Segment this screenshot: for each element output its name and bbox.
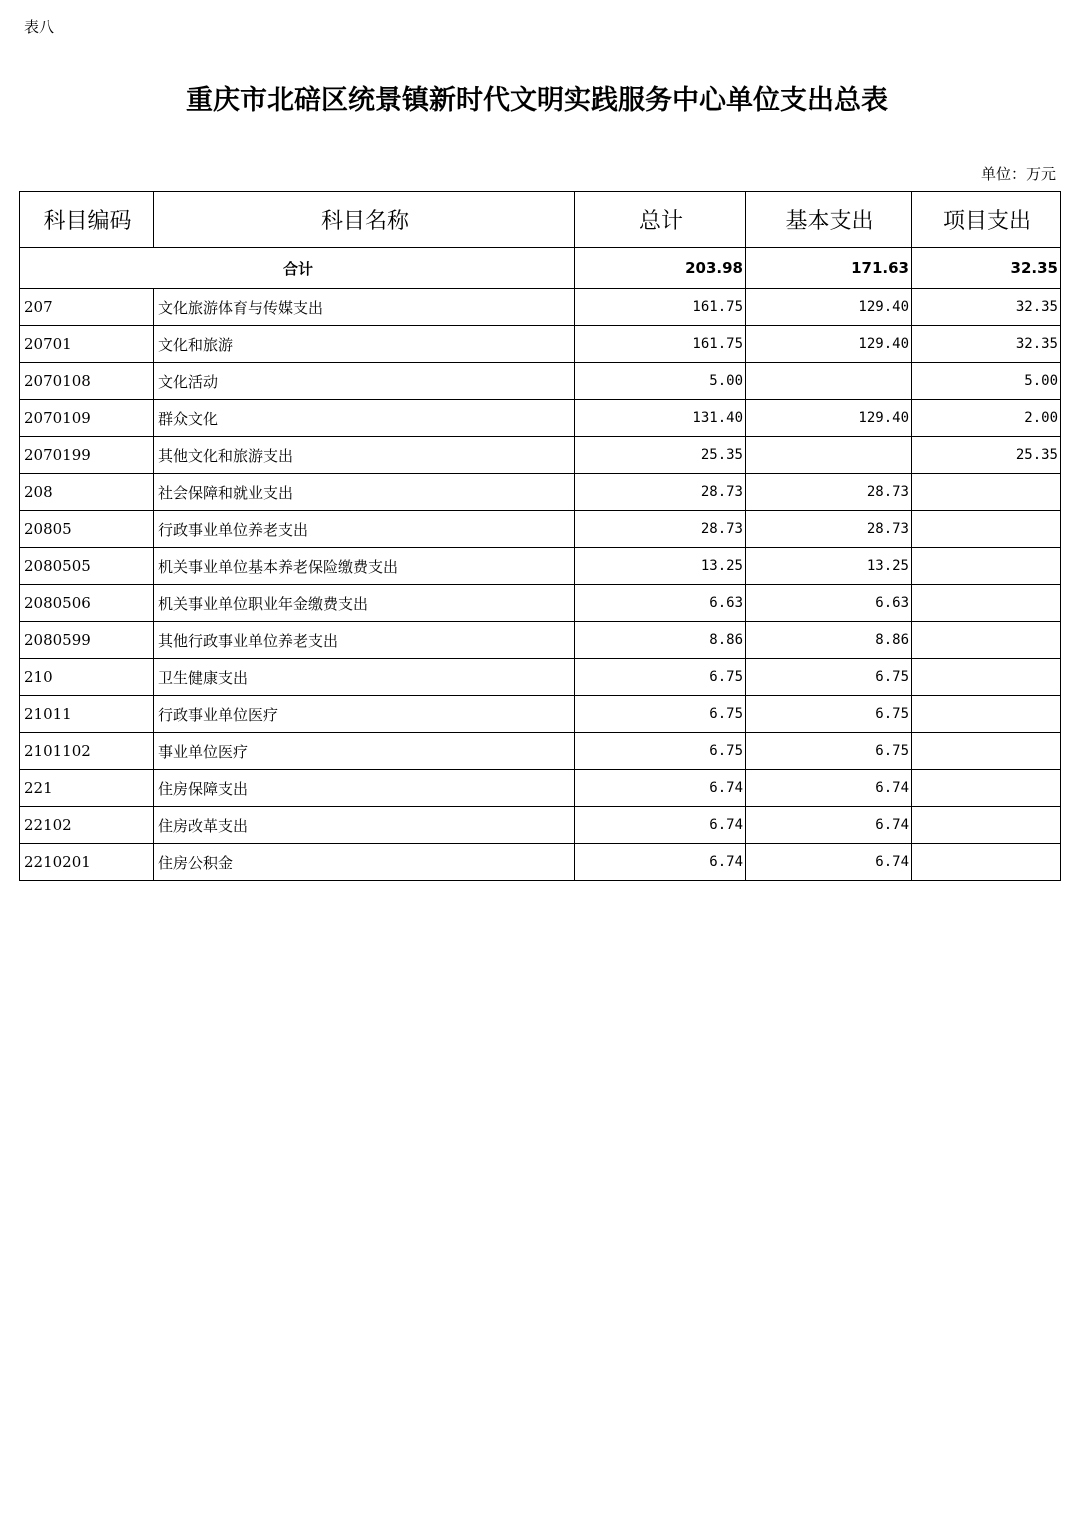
row-total: 6.74 bbox=[575, 770, 746, 807]
column-header-code: 科目编码 bbox=[20, 192, 154, 248]
row-basic: 6.75 bbox=[746, 733, 912, 770]
table-row bbox=[20, 770, 1061, 807]
row-total: 131.40 bbox=[575, 400, 746, 437]
total-row bbox=[20, 248, 1061, 289]
row-basic: 129.40 bbox=[746, 326, 912, 363]
row-code: 2080599 bbox=[20, 622, 154, 659]
row-name: 行政事业单位医疗 bbox=[154, 696, 575, 733]
table-row bbox=[20, 733, 1061, 770]
row-basic: 129.40 bbox=[746, 400, 912, 437]
row-name: 其他行政事业单位养老支出 bbox=[154, 622, 575, 659]
row-basic: 6.75 bbox=[746, 696, 912, 733]
row-project bbox=[912, 733, 1061, 770]
total-sum: 203.98 bbox=[575, 248, 746, 289]
row-total: 28.73 bbox=[575, 511, 746, 548]
row-code: 221 bbox=[20, 770, 154, 807]
table-row bbox=[20, 844, 1061, 881]
row-name: 住房保障支出 bbox=[154, 770, 575, 807]
table-row bbox=[20, 474, 1061, 511]
table-row bbox=[20, 807, 1061, 844]
row-basic: 6.75 bbox=[746, 659, 912, 696]
row-project bbox=[912, 622, 1061, 659]
row-basic: 6.74 bbox=[746, 844, 912, 881]
row-code: 21011 bbox=[20, 696, 154, 733]
row-name: 住房公积金 bbox=[154, 844, 575, 881]
row-name: 机关事业单位基本养老保险缴费支出 bbox=[154, 548, 575, 585]
column-header-name: 科目名称 bbox=[154, 192, 575, 248]
row-project bbox=[912, 696, 1061, 733]
row-name: 事业单位医疗 bbox=[154, 733, 575, 770]
row-name: 群众文化 bbox=[154, 400, 575, 437]
row-name: 行政事业单位养老支出 bbox=[154, 511, 575, 548]
row-project bbox=[912, 807, 1061, 844]
document-label: 表八 bbox=[24, 18, 55, 36]
row-total: 13.25 bbox=[575, 548, 746, 585]
row-name: 文化旅游体育与传媒支出 bbox=[154, 289, 575, 326]
row-name: 文化和旅游 bbox=[154, 326, 575, 363]
row-code: 2080506 bbox=[20, 585, 154, 622]
row-code: 2101102 bbox=[20, 733, 154, 770]
row-basic: 6.74 bbox=[746, 807, 912, 844]
row-name: 机关事业单位职业年金缴费支出 bbox=[154, 585, 575, 622]
row-code: 2210201 bbox=[20, 844, 154, 881]
row-project bbox=[912, 585, 1061, 622]
row-basic: 129.40 bbox=[746, 289, 912, 326]
table-row bbox=[20, 326, 1061, 363]
page-title: 重庆市北碚区统景镇新时代文明实践服务中心单位支出总表 bbox=[186, 85, 888, 116]
table-row bbox=[20, 511, 1061, 548]
row-project bbox=[912, 770, 1061, 807]
table-row bbox=[20, 659, 1061, 696]
total-project: 32.35 bbox=[912, 248, 1061, 289]
row-name: 卫生健康支出 bbox=[154, 659, 575, 696]
table-row bbox=[20, 548, 1061, 585]
row-code: 2080505 bbox=[20, 548, 154, 585]
table-row bbox=[20, 437, 1061, 474]
row-total: 6.75 bbox=[575, 733, 746, 770]
table-row bbox=[20, 622, 1061, 659]
row-basic bbox=[746, 363, 912, 400]
table-header-row bbox=[20, 192, 1061, 248]
row-total: 8.86 bbox=[575, 622, 746, 659]
table-row bbox=[20, 585, 1061, 622]
row-code: 2070108 bbox=[20, 363, 154, 400]
row-project: 32.35 bbox=[912, 326, 1061, 363]
row-code: 2070109 bbox=[20, 400, 154, 437]
row-code: 208 bbox=[20, 474, 154, 511]
row-code: 22102 bbox=[20, 807, 154, 844]
row-code: 207 bbox=[20, 289, 154, 326]
row-code: 20805 bbox=[20, 511, 154, 548]
row-total: 161.75 bbox=[575, 326, 746, 363]
row-project bbox=[912, 548, 1061, 585]
row-total: 6.63 bbox=[575, 585, 746, 622]
row-name: 社会保障和就业支出 bbox=[154, 474, 575, 511]
column-header-project: 项目支出 bbox=[912, 192, 1061, 248]
unit-note: 单位：万元 bbox=[980, 165, 1056, 183]
row-project bbox=[912, 474, 1061, 511]
row-basic: 6.74 bbox=[746, 770, 912, 807]
column-header-total: 总计 bbox=[575, 192, 746, 248]
row-project: 25.35 bbox=[912, 437, 1061, 474]
expenditure-table bbox=[19, 191, 1061, 881]
table-row bbox=[20, 696, 1061, 733]
row-basic: 8.86 bbox=[746, 622, 912, 659]
row-basic: 28.73 bbox=[746, 511, 912, 548]
row-project bbox=[912, 844, 1061, 881]
row-total: 28.73 bbox=[575, 474, 746, 511]
row-total: 6.74 bbox=[575, 844, 746, 881]
row-code: 2070199 bbox=[20, 437, 154, 474]
row-name: 住房改革支出 bbox=[154, 807, 575, 844]
row-total: 6.75 bbox=[575, 659, 746, 696]
total-basic: 171.63 bbox=[746, 248, 912, 289]
row-total: 6.74 bbox=[575, 807, 746, 844]
column-header-basic: 基本支出 bbox=[746, 192, 912, 248]
row-total: 5.00 bbox=[575, 363, 746, 400]
table-row bbox=[20, 363, 1061, 400]
row-name: 文化活动 bbox=[154, 363, 575, 400]
row-project bbox=[912, 511, 1061, 548]
row-total: 161.75 bbox=[575, 289, 746, 326]
row-project: 32.35 bbox=[912, 289, 1061, 326]
row-name: 其他文化和旅游支出 bbox=[154, 437, 575, 474]
row-total: 25.35 bbox=[575, 437, 746, 474]
row-basic: 13.25 bbox=[746, 548, 912, 585]
table-row bbox=[20, 289, 1061, 326]
row-basic: 28.73 bbox=[746, 474, 912, 511]
row-code: 210 bbox=[20, 659, 154, 696]
row-code: 20701 bbox=[20, 326, 154, 363]
row-project bbox=[912, 659, 1061, 696]
total-label: 合计 bbox=[20, 248, 575, 289]
table-row bbox=[20, 400, 1061, 437]
row-project: 2.00 bbox=[912, 400, 1061, 437]
row-total: 6.75 bbox=[575, 696, 746, 733]
row-basic bbox=[746, 437, 912, 474]
row-project: 5.00 bbox=[912, 363, 1061, 400]
row-basic: 6.63 bbox=[746, 585, 912, 622]
